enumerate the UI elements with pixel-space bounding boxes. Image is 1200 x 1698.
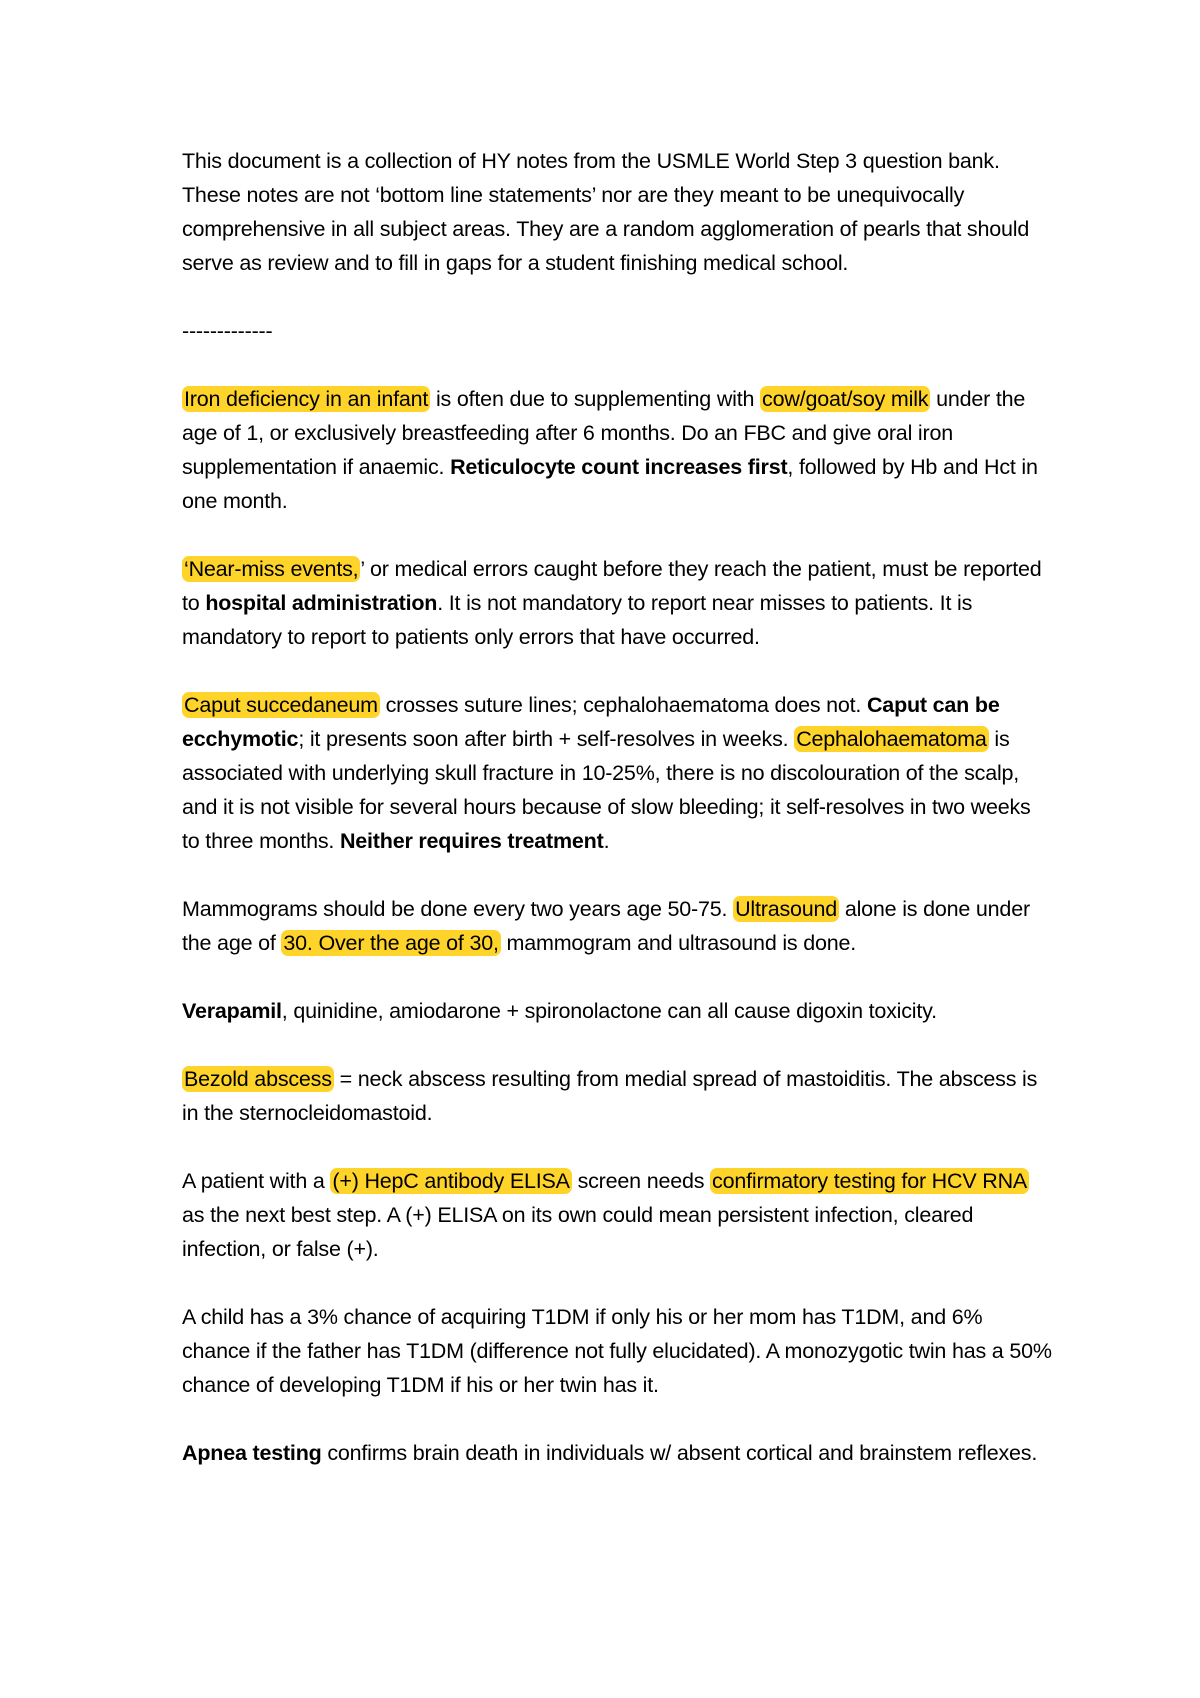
note-bezold: Bezold abscess = neck abscess resulting from medial spread of mastoiditis. The abscess is in the sternocleidomastoid. [182, 1067, 1038, 1125]
note-near-miss: ‘Near-miss events,’ or medical errors caught before they reach the patient, must be reported to hospital administration. It is not mandatory to report near misses to patients. It is mandatory to report to patients only errors that have occurred. [182, 557, 1042, 649]
highlight-age-30: 30. Over the age of 30, [283, 931, 499, 955]
highlight-near-miss: ‘Near-miss events, [184, 557, 359, 581]
note-caput: Caput succedaneum crosses suture lines; cephalohaematoma does not. Caput can be ecchymotic; it presents soon after birth + self-resolves in weeks. Cephalohaematoma is associated with underlying skull fracture in 10-25%, there is no discolouration of the scalp, and it is not visible for several hours because of slow bleeding; it self-resolves in two weeks to three months. Neither requires treatment. [182, 693, 1031, 853]
note-mammograms: Mammograms should be done every two years age 50-75. Ultrasound alone is done under the age of 30. Over the age of 30, mammogram and ultrasound is done. [182, 897, 1030, 955]
intro-paragraph [182, 144, 1052, 280]
highlight-iron-deficiency: Iron deficiency in an infant [184, 387, 429, 411]
highlight-hepc-elisa: (+) HepC antibody ELISA [332, 1169, 570, 1193]
highlight-ultrasound: Ultrasound [735, 897, 838, 921]
bold-neither-treatment: Neither requires treatment [339, 829, 604, 853]
document-page [182, 144, 1052, 1504]
note-apnea: Apnea testing confirms brain death in individuals w/ absent cortical and brainstem reflexes. [182, 1441, 1038, 1465]
note-iron-deficiency: Iron deficiency in an infant is often due to supplementing with cow/goat/soy milk under the age of 1, or exclusively breastfeeding after 6 months. Do an FBC and give oral iron supplementation if anaemic. Reticulocyte count increases first, followed by Hb and Hct in one month. [182, 387, 1038, 513]
highlight-caput: Caput succedaneum [184, 693, 378, 717]
bold-caput-ecchymotic: Caput can be ecchymotic [182, 693, 1000, 751]
highlight-bezold: Bezold abscess [184, 1067, 332, 1091]
bold-verapamil: Verapamil [182, 999, 282, 1023]
highlight-hcv-rna: confirmatory testing for HCV RNA [712, 1169, 1028, 1193]
note-t1dm: A child has a 3% chance of acquiring T1DM if only his or her mom has T1DM, and 6% chance if the father has T1DM (difference not fully elucidated). A monozygotic twin has a 50% chance of developing T1DM if his or her twin has it. [182, 1305, 1052, 1397]
section-divider: ------------- [182, 319, 273, 343]
highlight-milk: cow/goat/soy milk [762, 387, 929, 411]
highlight-cephalohaematoma: Cephalohaematoma [796, 727, 987, 751]
bold-reticulocyte: Reticulocyte count increases first [450, 455, 788, 479]
note-digoxin: Verapamil, quinidine, amiodarone + spironolactone can all cause digoxin toxicity. [182, 999, 937, 1023]
note-hepc: A patient with a (+) HepC antibody ELISA screen needs confirmatory testing for HCV RNA as the next best step. A (+) ELISA on its own could mean persistent infection, cleared infection, or false (+). [182, 1169, 1028, 1261]
intro-text: This document is a collection of HY notes from the USMLE World Step 3 question bank. These notes are not ‘bottom line statements’ nor are they meant to be unequivocally comprehensive in all subject areas. They are a random agglomeration of pearls that should serve as review and to fill in gaps for a student finishing medical school. [182, 149, 1030, 275]
bold-apnea-testing: Apnea testing [182, 1441, 322, 1465]
bold-hospital-admin: hospital administration [205, 591, 438, 615]
